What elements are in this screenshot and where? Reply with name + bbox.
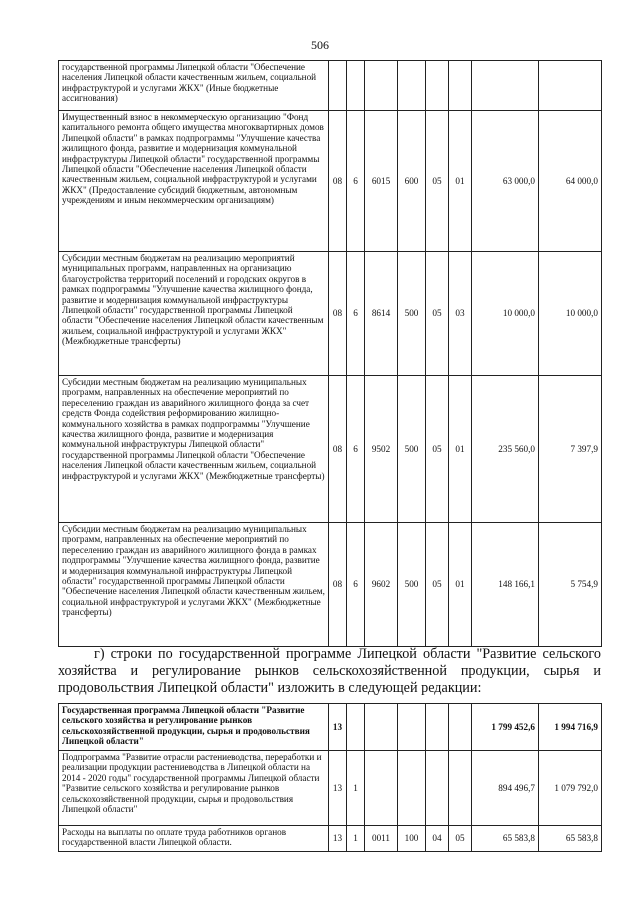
row-description: Расходы на выплаты по оплате труда работников органов государственной власти Липецкой области.	[59, 826, 329, 852]
amount-year-2: 7 397,9	[539, 376, 602, 523]
code-subprogram: 6	[347, 376, 365, 523]
amount-year-1: 148 166,1	[472, 523, 539, 647]
code-expense-type: 600	[398, 111, 426, 252]
code-subprogram: 6	[347, 111, 365, 252]
code-target: 9502	[365, 376, 398, 523]
amount-year-2	[539, 61, 602, 111]
code-target: 6015	[365, 111, 398, 252]
code-expense-type	[398, 704, 426, 751]
budget-table-top	[58, 60, 602, 647]
row-description: Государственная программа Липецкой области "Развитие сельского хозяйства и регулирование рынков сельскохозяйственной продукции, сырья и продовольствия Липецкой области"	[59, 704, 329, 751]
amount-year-1: 1 799 452,6	[472, 704, 539, 751]
code-section: 05	[426, 376, 449, 523]
code-target: 0011	[365, 826, 398, 852]
row-description: Имущественный взнос в некоммерческую организацию "Фонд капитального ремонта общего имущества многоквартирных домов Липецкой области" в рамках подпрограммы "Улучшение качества жилищного фонда, развитие и модернизация коммунальной инфраструктуры Липецкой области" государственной программы Липецкой области "Обеспечение населения Липецкой области качественным жильем, социальной инфраструктурой и услугами ЖКХ" (Предоставление субсидий бюджетным, автономным учреждениям и иным некоммерческим организациям)	[59, 111, 329, 252]
code-program: 13	[329, 704, 347, 751]
budget-table-bottom	[58, 703, 602, 852]
row-description: Субсидии местным бюджетам на реализацию муниципальных программ, направленных на обеспечение мероприятий по переселению граждан из аварийного жилищного фонда за счет средств Фонда содействия реформированию жилищно-коммунального хозяйства в рамках подпрограммы "Улучшение качества жилищного фонда, развитие и модернизация коммунальной инфраструктуры Липецкой области" государственной программы Липецкой области "Обеспечение населения Липецкой области качественным жильем, социальной инфраструктурой и услугами ЖКХ" (Межбюджетные трансферты)	[59, 376, 329, 523]
amount-year-2: 10 000,0	[539, 252, 602, 376]
table-row	[59, 61, 602, 111]
code-target: 8614	[365, 252, 398, 376]
amendment-paragraph: г) строки по государственной программе Липецкой области "Развитие сельского хозяйства и регулирование рынков сельскохозяйственной продукции, сырья и продовольствия Липецкой области" изложить в следующей редакции:	[58, 646, 601, 696]
code-subsection: 03	[449, 252, 472, 376]
amount-year-2: 1 994 716,9	[539, 704, 602, 751]
code-subsection	[449, 751, 472, 826]
code-target	[365, 751, 398, 826]
code-subsection: 05	[449, 826, 472, 852]
code-section: 05	[426, 111, 449, 252]
code-subsection	[449, 61, 472, 111]
amount-year-2: 1 079 792,0	[539, 751, 602, 826]
amount-year-1	[472, 61, 539, 111]
code-program	[329, 61, 347, 111]
row-description: Субсидии местным бюджетам на реализацию мероприятий муниципальных программ, направленных на организацию благоустройства территорий поселений и городских округов в рамках подпрограммы "Улучшение качества жилищного фонда, развитие и модернизация коммунальной инфраструктуры Липецкой области" государственной программы Липецкой области "Обеспечение населения Липецкой области качественным жильем, социальной инфраструктурой и услугами ЖКХ" (Межбюджетные трансферты)	[59, 252, 329, 376]
code-expense-type: 500	[398, 376, 426, 523]
code-program: 13	[329, 826, 347, 852]
code-expense-type	[398, 61, 426, 111]
amount-year-1: 235 560,0	[472, 376, 539, 523]
code-section: 04	[426, 826, 449, 852]
amount-year-2: 65 583,8	[539, 826, 602, 852]
code-subprogram: 1	[347, 826, 365, 852]
code-target	[365, 61, 398, 111]
code-expense-type	[398, 751, 426, 826]
code-subprogram	[347, 61, 365, 111]
code-program: 13	[329, 751, 347, 826]
code-section	[426, 751, 449, 826]
code-subsection: 01	[449, 523, 472, 647]
code-subprogram	[347, 704, 365, 751]
code-section: 05	[426, 523, 449, 647]
table-row	[59, 376, 602, 523]
amount-year-2: 64 000,0	[539, 111, 602, 252]
code-expense-type: 500	[398, 523, 426, 647]
amount-year-2: 5 754,9	[539, 523, 602, 647]
amount-year-1: 10 000,0	[472, 252, 539, 376]
code-program: 08	[329, 111, 347, 252]
code-section	[426, 704, 449, 751]
table-row	[59, 252, 602, 376]
row-description: Подпрограмма "Развитие отрасли растениеводства, переработки и реализации продукции растениеводства в Липецкой области на 2014 - 2020 годы" государственной программы Липецкой области "Развитие сельского хозяйства и регулирование рынков сельскохозяйственной продукции, сырья и продовольствия Липецкой области"	[59, 751, 329, 826]
code-target	[365, 704, 398, 751]
amount-year-1: 63 000,0	[472, 111, 539, 252]
row-description: Субсидии местным бюджетам на реализацию муниципальных программ, направленных на обеспечение мероприятий по переселению граждан из аварийного жилищного фонда в рамках подпрограммы "Улучшение качества жилищного фонда, развитие и модернизация коммунальной инфраструктуры Липецкой области" государственной программы Липецкой области "Обеспечение населения Липецкой области качественным жильем, социальной инфраструктурой и услугами ЖКХ" (Межбюджетные трансферты)	[59, 523, 329, 647]
row-description: государственной программы Липецкой области "Обеспечение населения Липецкой области качественным жильем, социальной инфраструктурой и услугами ЖКХ" (Иные бюджетные ассигнования)	[59, 61, 329, 111]
code-expense-type: 100	[398, 826, 426, 852]
code-program: 08	[329, 376, 347, 523]
table-row	[59, 751, 602, 826]
table-row	[59, 704, 602, 751]
code-subsection: 01	[449, 111, 472, 252]
code-subsection	[449, 704, 472, 751]
table-row	[59, 826, 602, 852]
code-program: 08	[329, 252, 347, 376]
table-row	[59, 111, 602, 252]
code-program: 08	[329, 523, 347, 647]
amount-year-1: 894 496,7	[472, 751, 539, 826]
page-number: 506	[311, 38, 329, 52]
table-row	[59, 523, 602, 647]
amount-year-1: 65 583,8	[472, 826, 539, 852]
code-subprogram: 6	[347, 252, 365, 376]
code-subsection: 01	[449, 376, 472, 523]
code-target: 9602	[365, 523, 398, 647]
code-subprogram: 1	[347, 751, 365, 826]
code-subprogram: 6	[347, 523, 365, 647]
code-expense-type: 500	[398, 252, 426, 376]
code-section: 05	[426, 252, 449, 376]
code-section	[426, 61, 449, 111]
